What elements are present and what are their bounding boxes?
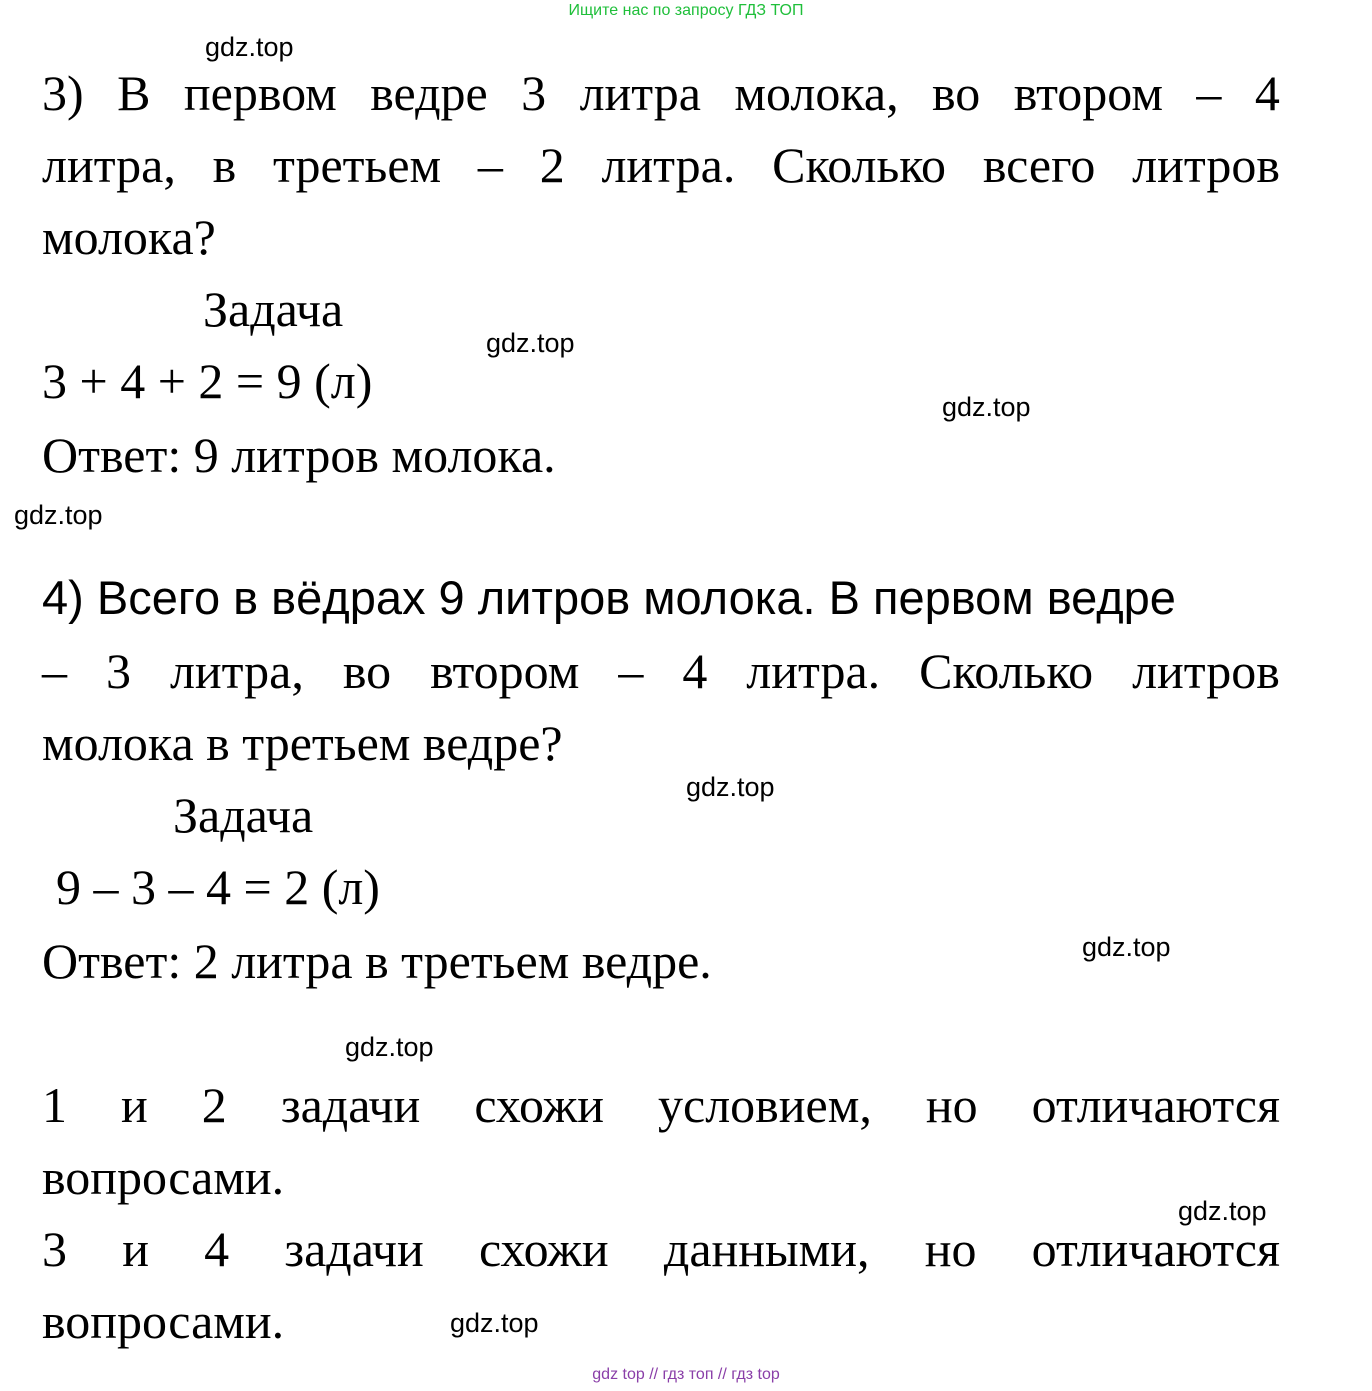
word: Сколько (772, 137, 947, 193)
task3-text-line-1 (42, 65, 1280, 121)
word: литров (1132, 643, 1280, 699)
watermark: gdz.top (686, 772, 775, 802)
word: во (932, 65, 981, 121)
word: и (121, 1077, 148, 1133)
task3-answer: Ответ: 9 литров молока. (42, 427, 556, 483)
watermark: gdz.top (1178, 1196, 1267, 1226)
word: 4 (682, 643, 708, 699)
word: 2 (201, 1077, 227, 1133)
task4-text-line-2 (42, 643, 1280, 699)
word: третьем (273, 137, 442, 193)
word: – (618, 643, 644, 699)
word: 4 (204, 1221, 230, 1277)
conclusion-2-line-2: вопросами. (42, 1293, 285, 1349)
word: задачи (280, 1077, 421, 1133)
task4-heading: Задача (173, 787, 314, 843)
word: 1 (42, 1077, 67, 1133)
word: но (924, 1221, 977, 1277)
word: Сколько (919, 643, 1094, 699)
task4-equation: 9 – 3 – 4 = 2 (л) (56, 859, 380, 915)
task3-heading: Задача (203, 281, 344, 337)
word: во (342, 643, 392, 699)
task3-text-line-2 (42, 137, 1280, 193)
word: отличаются (1031, 1221, 1280, 1277)
word: в (212, 137, 237, 193)
word: втором (430, 643, 580, 699)
word: В (117, 65, 151, 121)
word: схожи (479, 1221, 609, 1277)
word: 4 (1254, 65, 1280, 121)
task3-equation: 3 + 4 + 2 = 9 (л) (42, 353, 373, 409)
word: литра (579, 65, 701, 121)
word: условием, (658, 1077, 872, 1133)
task3-text-line-3: молока? (42, 209, 216, 265)
top-banner: Ищите нас по запросу ГДЗ ТОП (568, 2, 804, 19)
word: 3 (42, 1221, 67, 1277)
word: 3) (42, 65, 84, 121)
footer-links: gdz top // гдз топ // гдз top (592, 1366, 780, 1383)
watermark: gdz.top (205, 32, 294, 62)
watermark: gdz.top (486, 328, 575, 358)
word: схожи (474, 1077, 604, 1133)
word: литра, (169, 643, 304, 699)
word: всего (982, 137, 1096, 193)
conclusion-1-line-2: вопросами. (42, 1149, 285, 1205)
word: молока, (734, 65, 899, 121)
watermark: gdz.top (345, 1032, 434, 1062)
word: ведре (370, 65, 488, 121)
task4-text-line-3: молока в третьем ведре? (42, 715, 563, 771)
watermark: gdz.top (450, 1308, 539, 1338)
watermark: gdz.top (14, 500, 103, 530)
word: 3 (105, 643, 131, 699)
conclusion-1-line-1 (42, 1077, 1280, 1133)
word: литров (1132, 137, 1280, 193)
word: 2 (539, 137, 565, 193)
word: литра. (601, 137, 736, 193)
word: – (42, 643, 67, 699)
word: первом (183, 65, 337, 121)
word: отличаются (1031, 1077, 1280, 1133)
word: – (1196, 65, 1222, 121)
word: литра, (42, 137, 176, 193)
watermark: gdz.top (942, 392, 1031, 422)
word: данными, (663, 1221, 870, 1277)
word: литра. (746, 643, 881, 699)
task4-answer: Ответ: 2 литра в третьем ведре. (42, 933, 712, 989)
watermark: gdz.top (1082, 932, 1171, 962)
word: – (477, 137, 503, 193)
conclusion-2-line-1 (42, 1221, 1280, 1277)
word: втором (1013, 65, 1163, 121)
word: но (925, 1077, 978, 1133)
word: 3 (521, 65, 547, 121)
task4-text-line-1: 4) Всего в вёдрах 9 литров молока. В первом ведре (42, 571, 1176, 624)
word: и (122, 1221, 149, 1277)
word: задачи (284, 1221, 424, 1277)
